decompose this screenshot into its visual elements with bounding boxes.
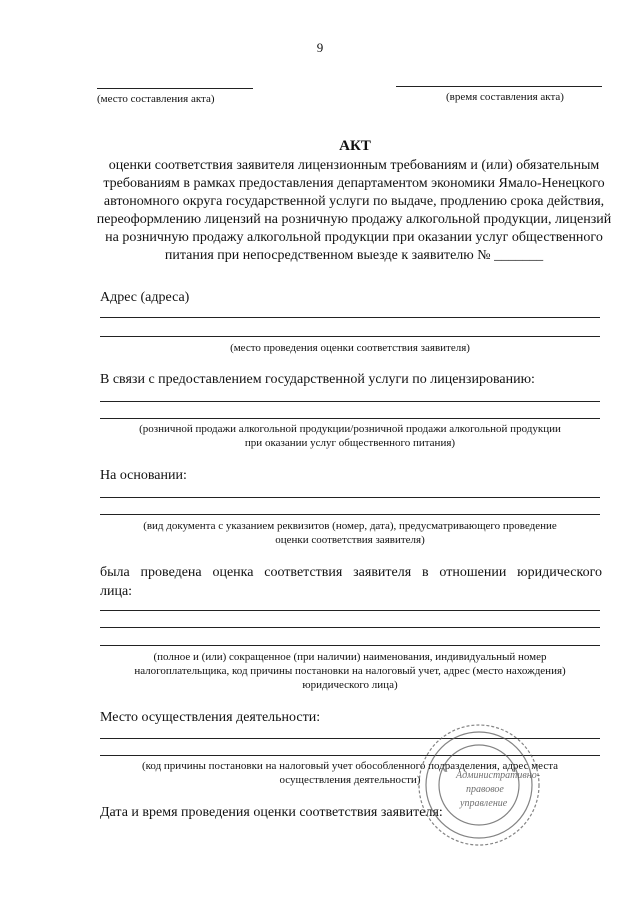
address-blank-line-1	[100, 317, 600, 318]
licensing-blank-line-1	[100, 401, 600, 402]
basis-blank-line-1	[100, 497, 600, 498]
licensing-blank-line-2	[100, 418, 600, 419]
place-caption: (место составления акта)	[97, 93, 215, 105]
address-blank-line-2	[100, 336, 600, 337]
entity-label-line-2: лица:	[100, 584, 133, 599]
time-blank-line	[396, 86, 602, 87]
entity-caption-1: (полное и (или) сокращенное (при наличии) наименования, индивидуальный номер	[153, 651, 547, 663]
address-label: Адрес (адреса)	[100, 290, 190, 305]
entity-label-line-1: была проведена оценка соответствия заявителя в отношении юридического	[100, 565, 602, 580]
activity-caption-2: осуществления деятельности)	[279, 774, 421, 786]
document-subtitle: оценки соответствия заявителя лицензионным требованиям и (или) обязательным требованиям в рамках предоставления департаментом экономики Ямало-Ненецкого автономного округа государственной услуги по выдаче, продлению срока действия, переоформлению лицензий на розничную продажу алкогольной продукции, лицензий на розничную продажу алкогольной продукции при оказании услуг общественного питания при непосредственном выезде к заявителю № _______	[96, 158, 612, 263]
place-blank-line	[97, 88, 253, 89]
licensing-caption-2: при оказании услуг общественного питания)	[244, 437, 456, 449]
basis-blank-line-2	[100, 514, 600, 515]
address-caption: (место проведения оценки соответствия заявителя)	[230, 342, 470, 354]
licensing-caption-1: (розничной продажи алкогольной продукции/розничной продажи алкогольной продукции	[139, 423, 561, 435]
document-title: АКТ	[339, 138, 371, 154]
page-number: 9	[316, 40, 324, 55]
time-caption: (время составления акта)	[446, 91, 564, 103]
licensing-label: В связи с предоставлением государственной услуги по лицензированию:	[100, 372, 535, 387]
seal-line-2: правовое	[466, 784, 504, 795]
entity-caption-3: юридического лица)	[302, 679, 398, 691]
activity-caption-1: (код причины постановки на налоговый учет обособленного подразделения, адрес места	[141, 760, 559, 772]
seal-line-1: Административно-	[456, 770, 541, 781]
entity-caption-2: налогоплательщика, код причины постановки на налоговый учет, адрес (место нахождения)	[134, 665, 566, 677]
entity-blank-line-3	[100, 645, 600, 646]
entity-blank-line-1	[100, 610, 600, 611]
basis-caption-1: (вид документа с указанием реквизитов (номер, дата), предусматривающего проведение	[143, 520, 557, 532]
activity-label: Место осуществления деятельности:	[100, 710, 321, 725]
seal-line-3: управление	[460, 798, 508, 809]
basis-label: На основании:	[100, 468, 187, 483]
datetime-label: Дата и время проведения оценки соответствия заявителя:	[100, 805, 443, 820]
official-seal	[414, 720, 544, 850]
basis-caption-2: оценки соответствия заявителя)	[275, 534, 425, 546]
entity-blank-line-2	[100, 627, 600, 628]
